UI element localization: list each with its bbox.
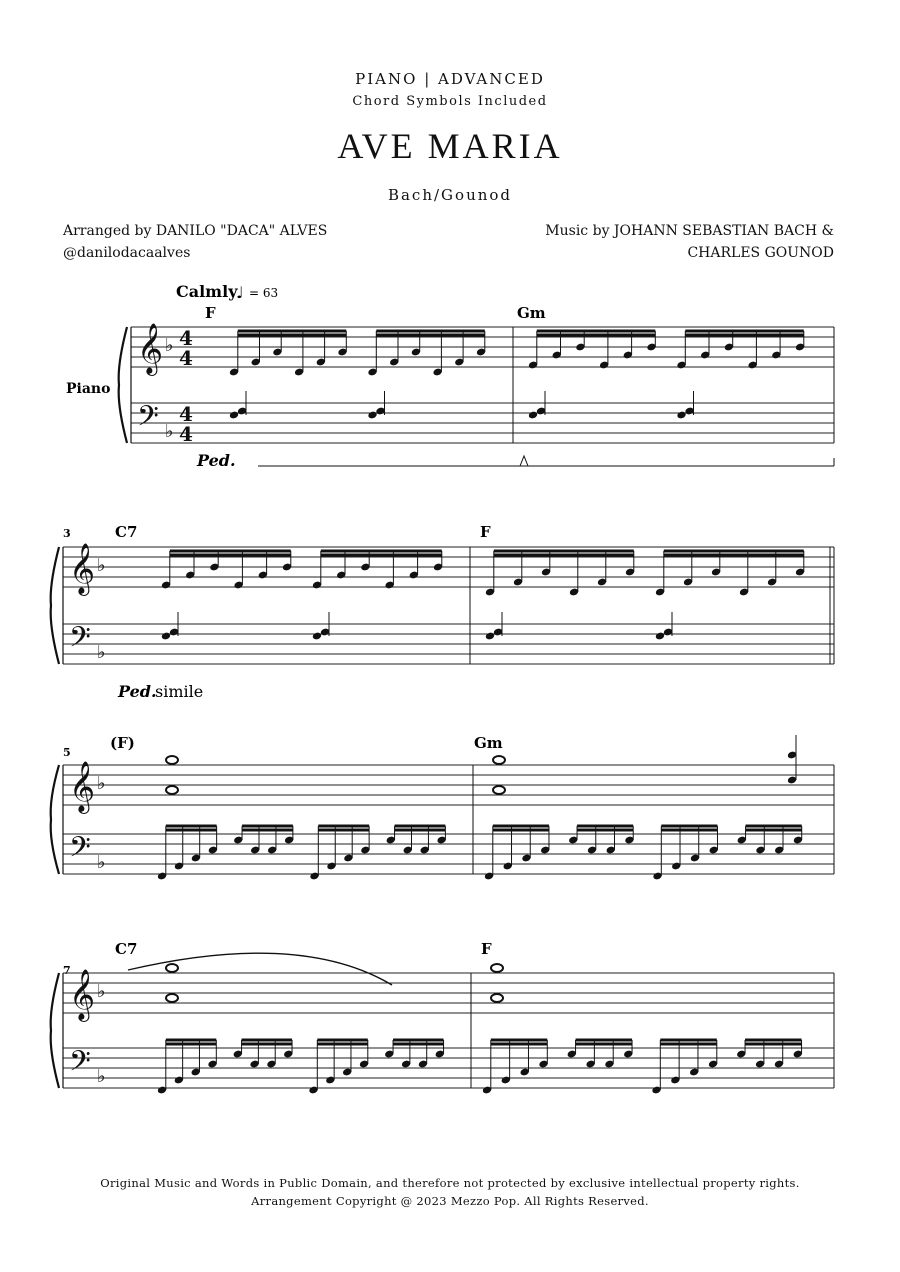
- measure-number: 7: [63, 964, 71, 977]
- whole-note: [166, 756, 178, 764]
- treble-clef-icon: 𝄞: [69, 543, 96, 594]
- quarter-note-icon: ♩: [236, 283, 244, 302]
- pedal-marking: Ped.: [118, 682, 157, 701]
- flat-icon: ♭: [97, 852, 106, 873]
- brace: [51, 765, 59, 874]
- note-head: [528, 411, 538, 420]
- arranger-name: Arranged by DANILO "DACA" ALVES: [63, 223, 328, 239]
- slur: [128, 953, 392, 985]
- measure-number: 5: [63, 746, 71, 759]
- flat-icon: ♭: [165, 335, 174, 356]
- brace: [51, 973, 59, 1088]
- tempo-value: = 63: [249, 286, 279, 300]
- time-signature: 4: [179, 402, 193, 426]
- piece-title: AVE MARIA: [337, 126, 563, 166]
- copyright-line-1: Original Music and Words in Public Domain, and therefore not protected by exclusive intellectual property rights.: [100, 1176, 800, 1190]
- flat-icon: ♭: [97, 642, 106, 663]
- series-label: PIANO | ADVANCED: [355, 70, 545, 88]
- chord-symbol: Gm: [517, 304, 546, 322]
- flat-icon: ♭: [97, 773, 106, 794]
- brace: [51, 547, 59, 664]
- brace: [119, 327, 127, 443]
- staff-systems: [51, 323, 834, 1094]
- note-head: [655, 632, 665, 641]
- bass-clef-icon: 𝄢: [69, 831, 91, 871]
- bass-clef-icon: 𝄢: [137, 400, 159, 440]
- measure-number: 3: [63, 527, 71, 540]
- instrument-label: Piano: [66, 381, 111, 397]
- time-signature: 4: [179, 326, 193, 350]
- flat-icon: ♭: [97, 555, 106, 576]
- chord-symbol: (F): [110, 734, 135, 752]
- whole-note: [491, 994, 503, 1002]
- pedal-marking: Ped.: [197, 451, 236, 470]
- note-head: [485, 632, 495, 641]
- bass-clef-icon: 𝄢: [69, 1045, 91, 1085]
- composer-line-2: CHARLES GOUNOD: [687, 245, 834, 261]
- bass-clef-icon: 𝄢: [69, 621, 91, 661]
- note-head: [312, 632, 322, 641]
- note-head: [161, 632, 171, 641]
- time-signature: 4: [179, 422, 193, 446]
- treble-clef-icon: 𝄞: [69, 761, 96, 812]
- treble-clef-icon: 𝄞: [137, 323, 164, 374]
- tempo-marking: Calmly: [176, 282, 238, 301]
- treble-clef-icon: 𝄞: [69, 969, 96, 1020]
- note-head: [229, 411, 239, 420]
- copyright-footer: [0, 1174, 900, 1210]
- pedal-simile: simile: [155, 682, 204, 701]
- chord-symbol: C7: [115, 940, 138, 958]
- chord-symbol: Gm: [474, 734, 503, 752]
- flat-icon: ♭: [165, 421, 174, 442]
- whole-note: [166, 994, 178, 1002]
- whole-note: [491, 964, 503, 972]
- pedal-change: [520, 456, 528, 466]
- whole-note: [493, 786, 505, 794]
- piece-subtitle: Bach/Gounod: [387, 186, 513, 204]
- copyright-line-2: Arrangement Copyright @ 2023 Mezzo Pop. All Rights Reserved.: [251, 1194, 649, 1208]
- flat-icon: ♭: [97, 1066, 106, 1087]
- chord-symbol: F: [481, 940, 492, 958]
- arranger-handle: @danilodacaalves: [63, 245, 191, 261]
- chord-symbol: F: [480, 523, 491, 541]
- chord-symbols-note: Chord Symbols Included: [352, 94, 548, 109]
- composer-line-1: Music by JOHANN SEBASTIAN BACH &: [545, 223, 834, 239]
- chord-symbol: F: [205, 304, 216, 322]
- chord-symbol: C7: [115, 523, 138, 541]
- whole-note: [166, 786, 178, 794]
- whole-note: [493, 756, 505, 764]
- whole-note: [166, 964, 178, 972]
- note-head: [367, 411, 377, 420]
- time-signature: 4: [179, 346, 193, 370]
- flat-icon: ♭: [97, 981, 106, 1002]
- note-head: [676, 411, 686, 420]
